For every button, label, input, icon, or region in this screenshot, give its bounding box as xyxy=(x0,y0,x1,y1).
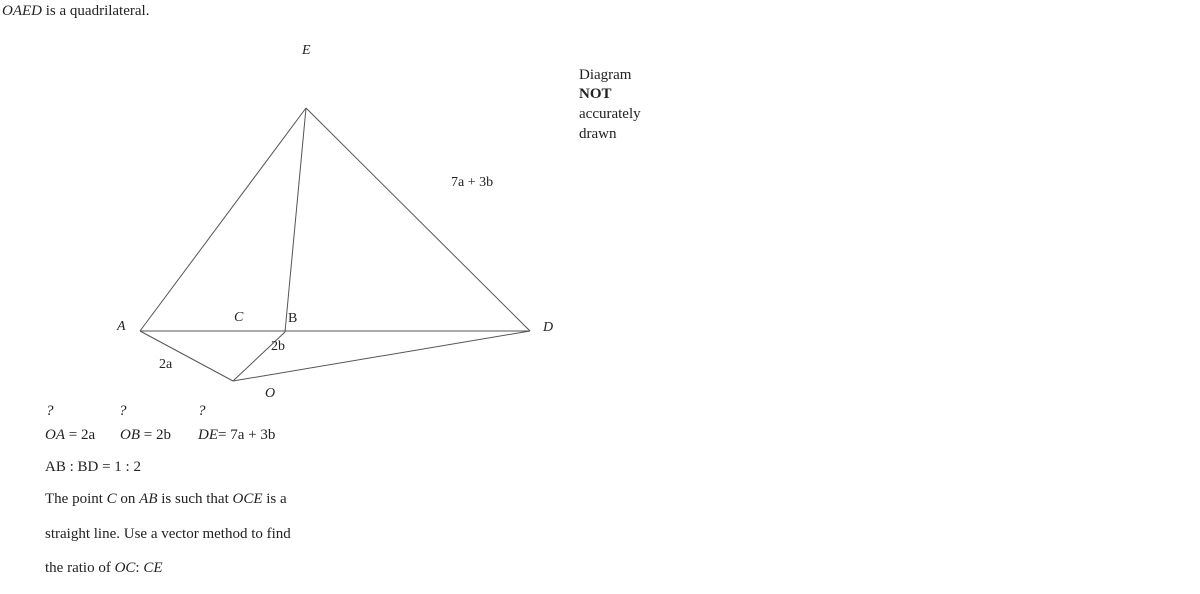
vector-DE: DE= 7a + 3b xyxy=(198,427,276,443)
note-line-2: NOT xyxy=(579,86,612,102)
problem-line-1: The point C on AB is such that OCE is a xyxy=(45,491,287,507)
problem-line-3: the ratio of OC: CE xyxy=(45,560,163,576)
edge-AO xyxy=(140,331,233,381)
edge-EB xyxy=(285,108,306,332)
quadrilateral-name: OAED xyxy=(2,3,42,19)
point-E-label: E xyxy=(302,43,311,58)
heading-rest: is a quadrilateral. xyxy=(42,3,150,19)
vector-mark-OB: ? xyxy=(119,403,127,419)
point-A-label: A xyxy=(117,319,126,334)
note-line-4: drawn xyxy=(579,126,617,142)
edge-ED xyxy=(306,108,530,331)
point-D-label: D xyxy=(543,320,554,335)
point-O-label: O xyxy=(265,386,276,401)
note-line-1: Diagram xyxy=(579,67,632,83)
edge-EA xyxy=(140,108,306,331)
vector-OA: OA = 2a xyxy=(45,427,96,443)
ratio-statement: AB : BD = 1 : 2 xyxy=(45,459,141,475)
point-C-label: C xyxy=(234,310,244,325)
label-OA: 2a xyxy=(159,357,173,372)
vector-mark-OA: ? xyxy=(46,403,54,419)
problem-line-2: straight line. Use a vector method to find xyxy=(45,526,291,542)
label-ED: 7a + 3b xyxy=(451,175,494,190)
vector-mark-DE: ? xyxy=(198,403,206,419)
note-line-3: accurately xyxy=(579,106,641,122)
point-B-label: B xyxy=(288,311,298,326)
label-OB: 2b xyxy=(271,339,285,354)
vector-OB: OB = 2b xyxy=(120,427,171,443)
